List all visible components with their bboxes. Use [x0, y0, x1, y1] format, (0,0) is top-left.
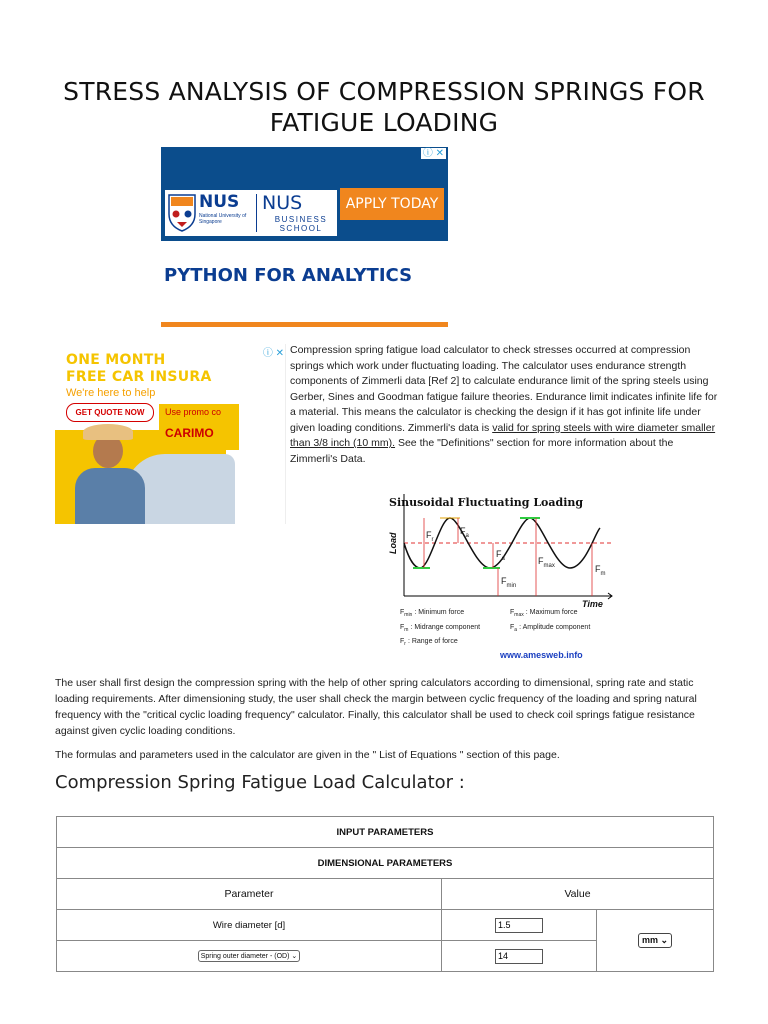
zimmerli-validity-link[interactable]: valid for spring steels with wire diameter smaller than 3/8 inch (10 mm). — [290, 421, 716, 449]
ad-line-3: We're here to help — [66, 387, 156, 399]
description-text-end: See the "Definitions" section for more information about the Zimmerli's Data. — [290, 437, 674, 465]
sinusoidal-loading-diagram — [380, 488, 620, 664]
legend-fm: $F_m$ : Midrange component — [400, 624, 481, 633]
hat-image — [83, 424, 133, 440]
legend-fmin: $F_{min}$ : Minimum force — [400, 609, 465, 618]
promo-box — [159, 404, 239, 450]
nus-advertisement[interactable] — [161, 147, 448, 327]
chevron-down-icon: ⌄ — [291, 953, 298, 960]
logo-divider — [256, 194, 257, 232]
parameter-column-header: Parameter — [57, 879, 442, 910]
promo-code: CARIMO — [165, 426, 214, 440]
diameter-type-select[interactable] — [198, 950, 301, 962]
usage-paragraph: The user shall first design the compression spring with the help of other spring calculators according to dimensional, spring rate and static loading requirements. After dimensioning study, the user shall check the margin between cyclic frequency of the loading and spring natural frequency with the "critical cyclic loading frequency" calculator. Finally, this calculator shall be used to check coil springs fatigue resistance against given cyclic loading conditions. — [55, 677, 697, 737]
ad-line-2: FREE CAR INSURA — [66, 369, 212, 385]
car-insurance-advertisement[interactable] — [55, 344, 286, 524]
legend-fr: $F_r$ : Range of force — [400, 638, 458, 647]
fmax-label: $F_{max}$ — [538, 556, 555, 569]
get-quote-button[interactable]: GET QUOTE NOW — [66, 403, 154, 422]
chevron-down-icon: ⌄ — [660, 935, 669, 945]
input-parameters-header: INPUT PARAMETERS — [57, 817, 714, 848]
diameter-type-value: Spring outer diameter - (OD) — [200, 953, 290, 960]
unit-select[interactable] — [638, 933, 672, 948]
legend-fa: $F_a$ : Amplitude component — [510, 624, 591, 633]
equations-note: The formulas and parameters used in the calculator are given in the " List of Equations " section of this page. — [55, 749, 560, 761]
fa2-label: $F_a$ — [496, 549, 505, 562]
unit-select-value: mm — [641, 935, 658, 945]
unit-cell — [597, 910, 714, 972]
value-column-header: Value — [442, 879, 714, 910]
nus-business-text: NUS — [262, 192, 303, 214]
ad-headline: PYTHON FOR ANALYTICS — [164, 265, 413, 286]
outer-diameter-input[interactable] — [495, 949, 543, 964]
page-title: STRESS ANALYSIS OF COMPRESSION SPRINGS FOR FATIGUE LOADING — [63, 77, 705, 137]
nus-logo-text: NUS — [199, 192, 240, 212]
fmin-label: $F_{min}$ — [501, 576, 517, 589]
calculator-title: Compression Spring Fatigue Load Calculator : — [55, 772, 465, 793]
x-axis-label: Time — [582, 599, 603, 609]
apply-today-button[interactable]: APPLY TODAY — [340, 188, 444, 220]
person-image — [75, 468, 145, 524]
legend-fmax: $F_{max}$ : Maximum force — [510, 609, 578, 618]
description-text: Compression spring fatigue load calculator to check stresses occurred at compression springs which work under fluctuating loading. The calculator uses endurance strength components of Zimmerli data [Ref 2] to calculate endurance limit of the spring steels using Gerber, Sines and Goodman fatigue failure theories. Endurance limit indicates infinite life for a material. This means the calculator is checking the design if it has got infinite life under given loading conditions. Zimmerli's data is — [290, 344, 718, 434]
business-school-text: BUSINESS SCHOOL — [274, 215, 328, 233]
fa-label: $F_a$ — [460, 526, 469, 539]
wire-diameter-label: Wire diameter [d] — [57, 910, 442, 941]
diagram-title: Sinusoidal Fluctuating Loading — [389, 496, 584, 509]
nus-business-school-logo — [255, 190, 337, 236]
ad-bottom-strip — [161, 322, 448, 327]
outer-diameter-cell — [442, 941, 597, 972]
calculator-description — [290, 343, 718, 467]
promo-text: Use promo co — [165, 407, 222, 417]
diameter-type-cell — [57, 941, 442, 972]
table-row — [57, 910, 714, 941]
nus-logo — [165, 190, 255, 236]
adchoices-icon[interactable]: ⓘ ✕ — [262, 348, 284, 359]
y-axis-label: Load — [388, 532, 398, 554]
wire-diameter-input[interactable] — [495, 918, 543, 933]
nus-crest-icon — [167, 192, 197, 232]
nus-logo-subtext: National University of Singapore — [199, 213, 247, 225]
ad-line-1: ONE MONTH — [66, 352, 166, 368]
adchoices-icon[interactable]: ⓘ ✕ — [422, 148, 444, 159]
ad-divider — [285, 344, 286, 524]
calculator-table — [56, 816, 714, 972]
fr-label: $F_r$ — [426, 530, 434, 543]
diagram-watermark: www.amesweb.info — [500, 650, 583, 660]
dimensional-parameters-header: DIMENSIONAL PARAMETERS — [57, 848, 714, 879]
wire-diameter-cell — [442, 910, 597, 941]
fm-label: $F_m$ — [595, 564, 606, 577]
